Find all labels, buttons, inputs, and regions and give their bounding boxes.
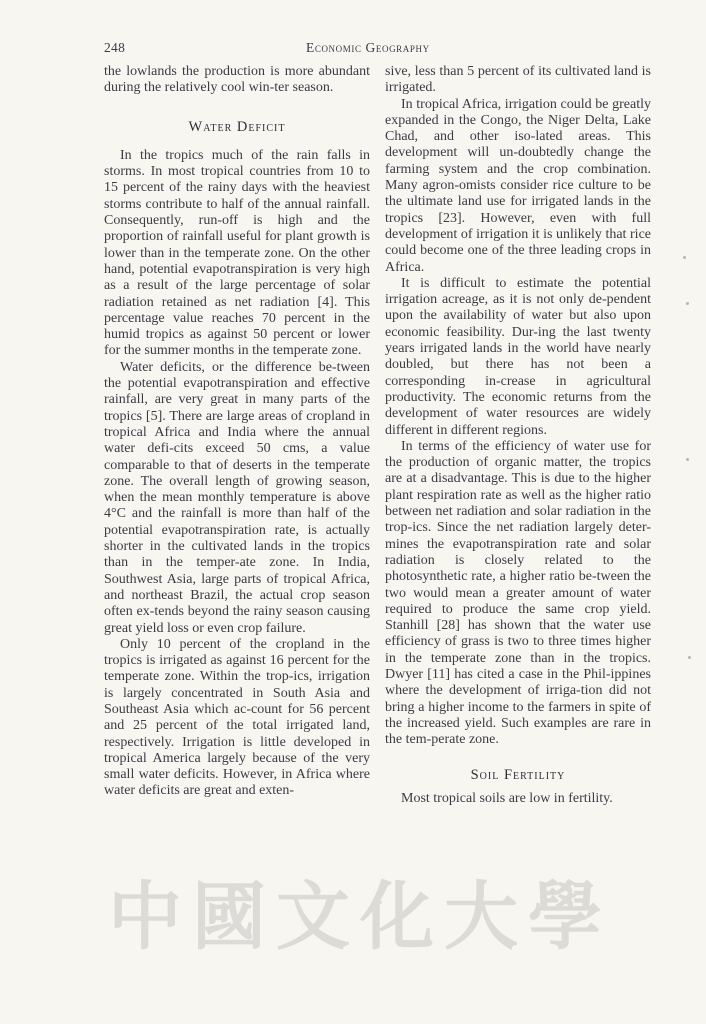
page-number: 248	[104, 40, 126, 55]
scan-speck	[683, 256, 686, 259]
watermark: 中國文化大學	[108, 874, 612, 960]
page-header	[104, 40, 650, 60]
paragraph: In the tropics much of the rain falls in storms. In most tropical countries from 10 to 15 percent of the rainy days with the heaviest storms contribute to half of the annual rainfall. Consequently, run-off is high and the proportion of rainfall useful for plant growth is lower than in the temperate zone. On the other hand, potential evapotranspiration is very high as a result of the large percentage of solar radiation retained as net radiation [4]. This percentage value reaches 70 percent in the humid tropics as against 50 percent or lower for the summer months in the temperate zone.	[104, 147, 370, 359]
paragraph: In terms of the efficiency of water use for the production of organic matter, the tropics are at a disadvantage. This is due to the higher plant respiration rate as well as the higher ratio between net radiation and solar radiation in the trop-ics. Since the net radiation largely deter-mines the evapotranspiration rate and solar radiation is closely related to the photosynthetic rate, a higher ratio be-tween the two would mean a greater amount of water required to produce the same crop yield. Stanhill [28] has shown that the water use efficiency of grass is two to three times higher in the temperate zone than in the tropics. Dwyer [11] has cited a case in the Phil-ippines where the development of irriga-tion did not bring a higher income to the farmers in spite of the increased yield. Such examples are rare in the tem-perate zone.	[385, 438, 651, 748]
paragraph-continued: sive, less than 5 percent of its cultivated land is irrigated.	[385, 64, 651, 96]
running-title: Economic Geography	[306, 40, 430, 55]
paragraph: Only 10 percent of the cropland in the tropics is irrigated as against 16 percent for the temperate zone. Within the trop-ics, irrigation is largely concentrated in South Asia and Southeast Asia which ac-count for 56 percent and 25 percent of the total irrigated land, respectively. Irrigation is little developed in tropical America largely because of the very small water deficits. However, in Africa where water deficits are great and exten-	[104, 636, 370, 799]
section-heading-water-deficit: Water Deficit	[188, 118, 286, 135]
scan-speck	[688, 656, 691, 659]
paragraph: Water deficits, or the difference be-tween the potential evapotranspiration and effective rainfall, are very great in many parts of the tropics [5]. There are large areas of cropland in tropical Africa and India where the annual water defi-cits exceed 50 cms, a value comparable to that of deserts in the temperate zone. The overall length of growing season, when the mean monthly temperature is above 4°C and the rainfall is more than half of the potential evapotranspiration rate, is actually shorter in the cultivated lands in the tropics than in the temper-ate zone. In India, Southwest Asia, large parts of tropical Africa, and northeast Brazil, the actual crop season often ex-tends beyond the rainy season causing great yield loss or even crop failure.	[104, 359, 370, 636]
left-column	[104, 64, 370, 800]
paragraph: In tropical Africa, irrigation could be greatly expanded in the Congo, the Niger Delta, Lake Chad, and other iso-lated areas. This development will un-doubtedly change the farming system and the crop combination. Many agron-omists consider rice culture to be the ultimate land use for irrigated lands in the tropics [23]. However, even with full development of irrigation it is unlikely that rice could become one of the three leading crops in Africa.	[385, 96, 651, 275]
scan-speck	[686, 458, 689, 461]
scan-speck	[686, 302, 689, 305]
paragraph: Most tropical soils are low in fertility.	[401, 790, 613, 806]
paragraph-continued: the lowlands the production is more abundant during the relatively cool win-ter season.	[104, 64, 370, 96]
section-heading-soil-fertility: Soil Fertility	[470, 767, 566, 784]
paragraph: It is difficult to estimate the potential irrigation acreage, as it is not only de-pendent upon the availability of water but also upon economic feasibility. Dur-ing the last twenty years irrigated lands in the world have nearly doubled, but there has not been a corresponding in-crease in agricultural productivity. The economic returns from the development of water resources are widely different in different regions.	[385, 275, 651, 438]
right-column	[385, 64, 651, 807]
